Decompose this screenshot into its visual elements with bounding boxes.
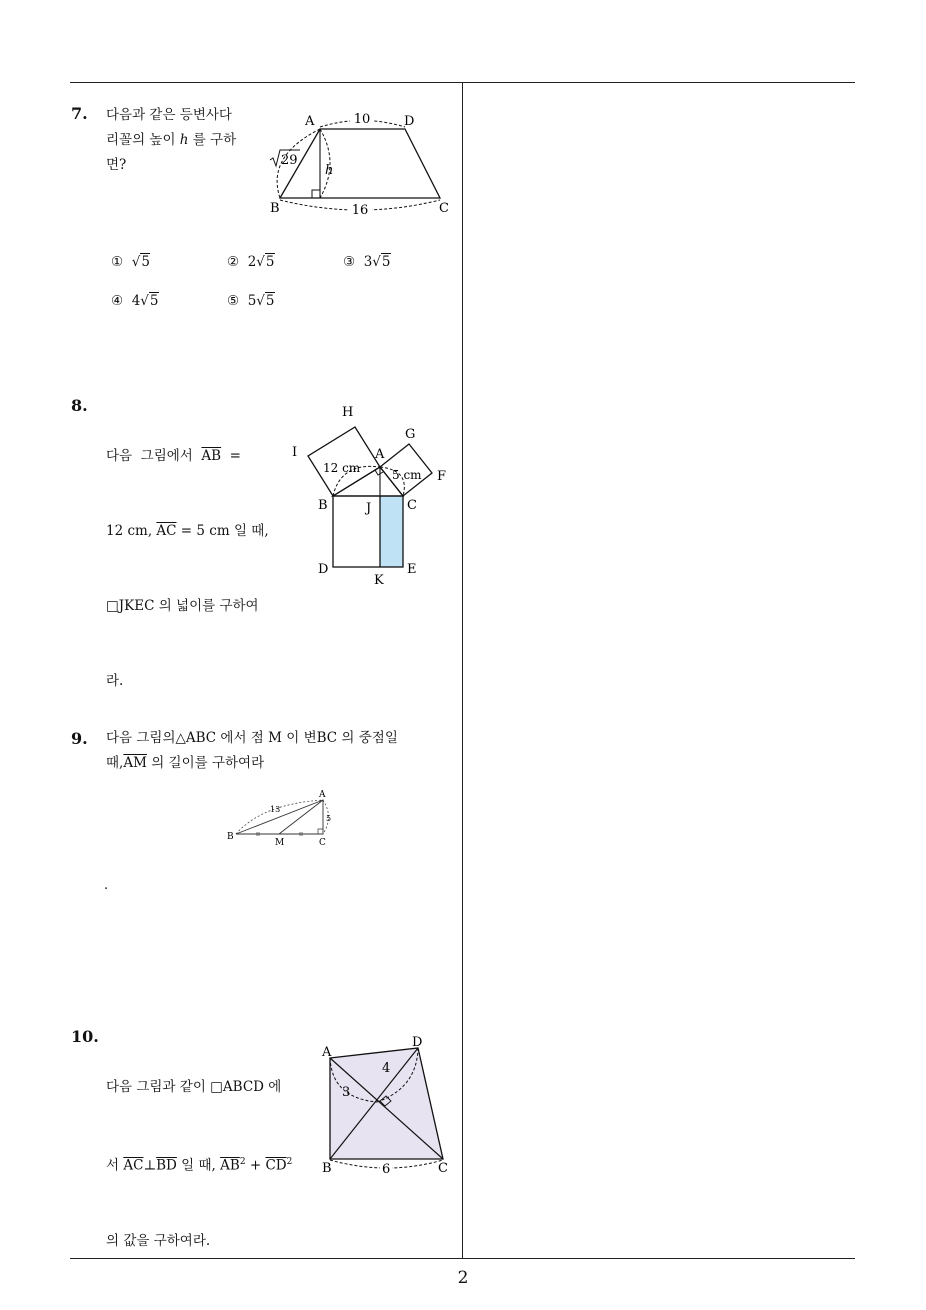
- q8-pythagoras-figure: [286, 400, 456, 590]
- q7-vertex-d: D: [404, 114, 415, 129]
- q10-vertex-c: C: [438, 1161, 448, 1176]
- q10-vertex-b: B: [322, 1161, 332, 1176]
- q10-text: [106, 1025, 292, 1279]
- q7-trapezoid: [280, 129, 440, 198]
- q7-line2: 리꼴의 높이 h 를 구하: [106, 132, 237, 148]
- q8-vertex-g: G: [405, 427, 416, 442]
- q9-median-am: [279, 800, 323, 834]
- q9-vertex-m: M: [275, 838, 285, 848]
- q7-choice-5[interactable]: ⑤ 5√5: [227, 293, 275, 309]
- q7-vertex-b: B: [270, 201, 280, 216]
- q7-choice-1[interactable]: ① √5: [111, 254, 150, 270]
- page-number: 2: [457, 1268, 469, 1288]
- q7-line3: 면?: [106, 157, 127, 173]
- q10-label-bc: 6: [382, 1162, 391, 1177]
- q8-label-ac: 5 cm: [392, 468, 422, 482]
- q10-vertex-a: A: [322, 1045, 332, 1060]
- q7-choice-3[interactable]: ③ 3√5: [343, 254, 391, 270]
- q8-vertex-h: H: [342, 405, 354, 420]
- q8-vertex-f: F: [437, 469, 447, 484]
- q8-vertex-b: B: [318, 498, 328, 513]
- q8-vertex-i: I: [292, 445, 298, 460]
- q8-line2: 12 cm, $\overline{AC} = 5$ cm 일 때,: [106, 523, 269, 539]
- q7-label-h: h: [325, 163, 334, 178]
- q9-number: 9.: [71, 729, 88, 748]
- q9-label-ab: 13: [270, 805, 281, 814]
- q8-number: 8.: [71, 396, 88, 415]
- q10-line3: 의 값을 구하여라.: [106, 1232, 211, 1249]
- q9-right-angle-mark: [318, 829, 323, 834]
- q8-label-ab: 12 cm: [323, 461, 361, 475]
- q8-vertex-d: D: [318, 562, 329, 577]
- q9-vertex-a: A: [319, 790, 326, 800]
- q7-right-angle-mark: [312, 190, 320, 198]
- q8-vertex-e: E: [407, 562, 417, 577]
- q10-line1: 다음 그림과 같이 □ABCD 에: [106, 1079, 282, 1095]
- q7-label-side: 29: [281, 153, 298, 168]
- q7-label-top: 10: [353, 112, 371, 127]
- q10-number: 10.: [71, 1027, 99, 1046]
- q7-number: 7.: [71, 104, 88, 123]
- q7-vertex-a: A: [305, 114, 315, 129]
- q10-label-od: 4: [382, 1061, 391, 1076]
- q9-text: [106, 726, 398, 776]
- q9-line2: 때$,\overline{AM}$ 의 길이를 구하여라: [106, 755, 265, 771]
- q8-text: [106, 394, 269, 719]
- q9-line1: 다음 그림의△ABC 에서 점 M 이 변BC 의 중점일: [106, 730, 398, 746]
- q8-line1: 다음 그림에서 $\overline{AB}$ =: [106, 448, 241, 464]
- q9-vertex-c: C: [319, 838, 326, 848]
- q7-label-bottom: 16: [351, 203, 369, 218]
- q8-line3: □JKEC 의 넓이를 구하여: [106, 598, 259, 614]
- q9-label-ac: 5: [326, 814, 332, 823]
- q7-trapezoid-figure: [262, 108, 462, 220]
- q8-vertex-a: A: [375, 447, 385, 462]
- q8-vertex-j: J: [366, 501, 372, 516]
- q9-vertex-b: B: [227, 832, 234, 842]
- q10-line2: 서 $\overline{AC}\perp\overline{BD}$ 일 때, $\overline{AB}^2 + \overline{CD}^2$: [106, 1157, 293, 1174]
- q8-right-angle-mark: [375, 470, 383, 475]
- column-divider: [462, 82, 463, 1258]
- q7-text: [106, 103, 236, 178]
- q8-vertex-c: C: [407, 498, 417, 513]
- q10-quadrilateral-figure: [312, 1030, 462, 1180]
- q7-choice-4[interactable]: ④ 4√5: [111, 293, 159, 309]
- q10-label-ao: 3: [342, 1085, 351, 1100]
- q8-vertex-k: K: [374, 573, 384, 588]
- q8-line4: 라.: [106, 673, 124, 689]
- q7-vertex-c: C: [439, 201, 449, 216]
- q10-vertex-d: D: [412, 1035, 423, 1050]
- q9-answer-dot: .: [104, 878, 109, 893]
- q8-cyan-rectangle: [380, 496, 403, 567]
- q9-triangle-figure: [222, 786, 342, 850]
- q7-choice-2[interactable]: ② 2√5: [227, 254, 275, 270]
- q7-line1: 다음과 같은 등변사다: [106, 107, 232, 123]
